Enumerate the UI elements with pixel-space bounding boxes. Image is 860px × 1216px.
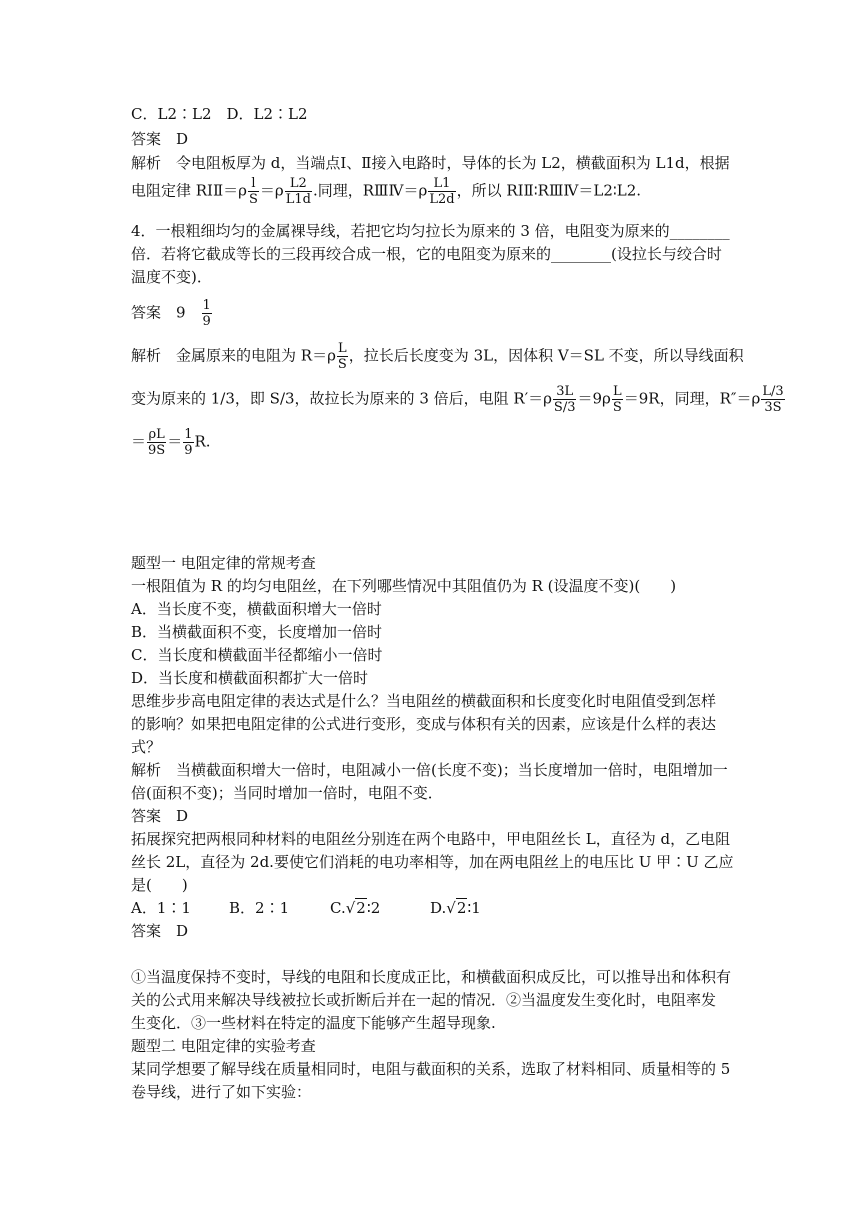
formula-text: 解析 金属原来的电阻为 R＝ρ <box>131 346 336 365</box>
formula-text: 变为原来的 1/3，即 S/3，故拉长为原来的 3 倍后，电阻 R′＝ρ <box>131 389 552 408</box>
sqrt-sign: √2 <box>446 899 467 917</box>
formula-text: ＝9ρ <box>577 389 611 408</box>
denominator: L1d <box>285 192 311 207</box>
denominator: S <box>612 400 622 415</box>
question-4-analysis <box>131 341 744 372</box>
question-4-line: 倍．若将它截成等长的三段再绞合成一根，它的电阻变为原来的________(设拉长与绞合时 <box>131 245 722 263</box>
option-b: B．当横截面积不变，长度增加一倍时 <box>131 623 383 641</box>
extension-options <box>131 898 481 918</box>
numerator: 1 <box>202 298 211 313</box>
numerator: L <box>612 384 622 399</box>
question-4-analysis <box>131 384 786 415</box>
extension-line: 是( ) <box>131 876 188 894</box>
option-c <box>330 898 430 918</box>
question-4-analysis <box>131 427 211 458</box>
question-4-answer <box>131 298 213 329</box>
option-label: C. <box>330 899 346 917</box>
formula-text: ＝ρ <box>259 181 284 200</box>
option-a: A．当长度不变，横截面积增大一倍时 <box>131 600 382 618</box>
fraction <box>147 427 166 458</box>
question-4-line: 温度不变)． <box>131 268 212 286</box>
denominator: 3S <box>764 400 782 415</box>
fraction <box>337 341 348 372</box>
section-title: 题型二 电阻定律的实验考查 <box>131 1037 316 1055</box>
analysis-line: 解析 令电阻板厚为 d，当端点Ⅰ、Ⅱ接入电路时，导体的长为 L2，横截面积为 L1d，根据 <box>131 154 730 172</box>
fraction <box>285 176 312 207</box>
fraction <box>428 176 455 207</box>
formula-text: ＝9R，同理，R″＝ρ <box>623 389 761 408</box>
numerator: l <box>248 176 259 192</box>
extension-line: 丝长 2L，直径为 2d.要使它们消耗的电功率相等，加在两电阻丝上的电压比 U 甲∶U 乙应 <box>131 853 734 871</box>
radicand: 2 <box>456 899 467 917</box>
denominator: 9S <box>148 443 166 458</box>
extension-line: 拓展探究把两根同种材料的电阻丝分别连在两个电路中，甲电阻丝长 L，直径为 d，乙电阻 <box>131 830 731 848</box>
numerator: L1 <box>428 176 455 192</box>
analysis-line: 倍(面积不变)；当同时增加一倍时，电阻不变． <box>131 784 443 802</box>
options-c-d: C．L2∶L2 D．L2∶L2 <box>131 105 308 123</box>
formula-text: ＝ <box>167 432 183 451</box>
formula-text: .同理，RⅢⅣ＝ρ <box>312 181 428 200</box>
fraction <box>761 384 784 415</box>
option-tail: ∶1 <box>467 899 481 917</box>
option-c: C．当长度和横截面半径都缩小一倍时 <box>131 646 383 664</box>
denominator: S <box>249 192 258 207</box>
option-tail: ∶2 <box>366 899 381 917</box>
answer-label: 答案 D <box>131 922 189 940</box>
paragraph-line: 卷导线，进行了如下实验： <box>131 1083 312 1101</box>
radicand: 2 <box>356 899 366 917</box>
fraction <box>553 384 577 415</box>
denominator: 9 <box>184 443 193 458</box>
think-line: 式？ <box>131 738 162 756</box>
answer-text: 答案 9 <box>131 303 201 322</box>
question-text: 一根阻值为 R 的均匀电阻丝，在下列哪些情况中其阻值仍为 R (设温度不变)( ) <box>131 577 677 595</box>
section-title: 题型一 电阻定律的常规考查 <box>131 554 316 572</box>
analysis-formula-line <box>131 176 641 207</box>
numerator: 3L <box>553 384 577 400</box>
denominator: S/3 <box>553 400 576 415</box>
fraction <box>183 427 193 458</box>
sqrt-sign: √2 <box>345 899 366 917</box>
option-d: D．当长度和横截面积都扩大一倍时 <box>131 669 369 687</box>
denominator: 9 <box>202 314 211 329</box>
option-b: B．2∶1 <box>229 899 290 917</box>
formula-text: R. <box>194 432 211 451</box>
formula-text: ，所以 RⅠⅡ∶RⅢⅣ＝L2∶L2. <box>456 181 642 200</box>
analysis-line: 解析 当横截面积增大一倍时，电阻减小一倍(长度不变)；当长度增加一倍时，电阻增加一 <box>131 761 728 779</box>
option-a: A．1∶1 <box>131 899 191 917</box>
fraction <box>612 384 623 415</box>
numerator: 1 <box>184 427 193 442</box>
fraction <box>248 176 259 207</box>
option-d <box>430 899 481 917</box>
paragraph-line: 某同学想要了解导线在质量相同时，电阻与截面积的关系，选取了材料相同、质量相等的 5 <box>131 1060 731 1078</box>
denominator: S <box>337 357 347 372</box>
fraction <box>202 298 212 329</box>
think-line: 思维步步高电阻定律的表达式是什么？当电阻丝的横截面积和长度变化时电阻值受到怎样 <box>131 692 717 710</box>
formula-text: 电阻定律 RⅠⅡ＝ρ <box>131 181 248 200</box>
formula-text: ，拉长后长度变为 3L，因体积 V＝SL 不变，所以导线面积 <box>348 346 744 365</box>
note-line: 关的公式用来解决导线被拉长或折断后并在一起的情况．②当温度发生变化时，电阻率发 <box>131 991 717 1009</box>
note-line: 生变化．③一些材料在特定的温度下能够产生超导现象. <box>131 1014 496 1032</box>
think-line: 的影响？如果把电阻定律的公式进行变形，变成与体积有关的因素，应该是什么样的表达 <box>131 715 717 733</box>
numerator: L2 <box>285 176 312 192</box>
answer-label: 答案 D <box>131 130 189 148</box>
numerator: L/3 <box>762 384 784 399</box>
formula-text: ＝ <box>131 432 147 451</box>
option-label: D. <box>430 899 447 917</box>
numerator: L <box>338 341 347 356</box>
denominator: L2d <box>429 192 455 207</box>
numerator: ρL <box>148 427 165 442</box>
note-line: ①当温度保持不变时，导线的电阻和长度成正比，和横截面积成反比，可以推导出和体积有 <box>131 968 732 986</box>
question-4-line: 4．一根粗细均匀的金属裸导线，若把它均匀拉长为原来的 3 倍，电阻变为原来的________ <box>131 222 730 240</box>
answer-label: 答案 D <box>131 807 189 825</box>
